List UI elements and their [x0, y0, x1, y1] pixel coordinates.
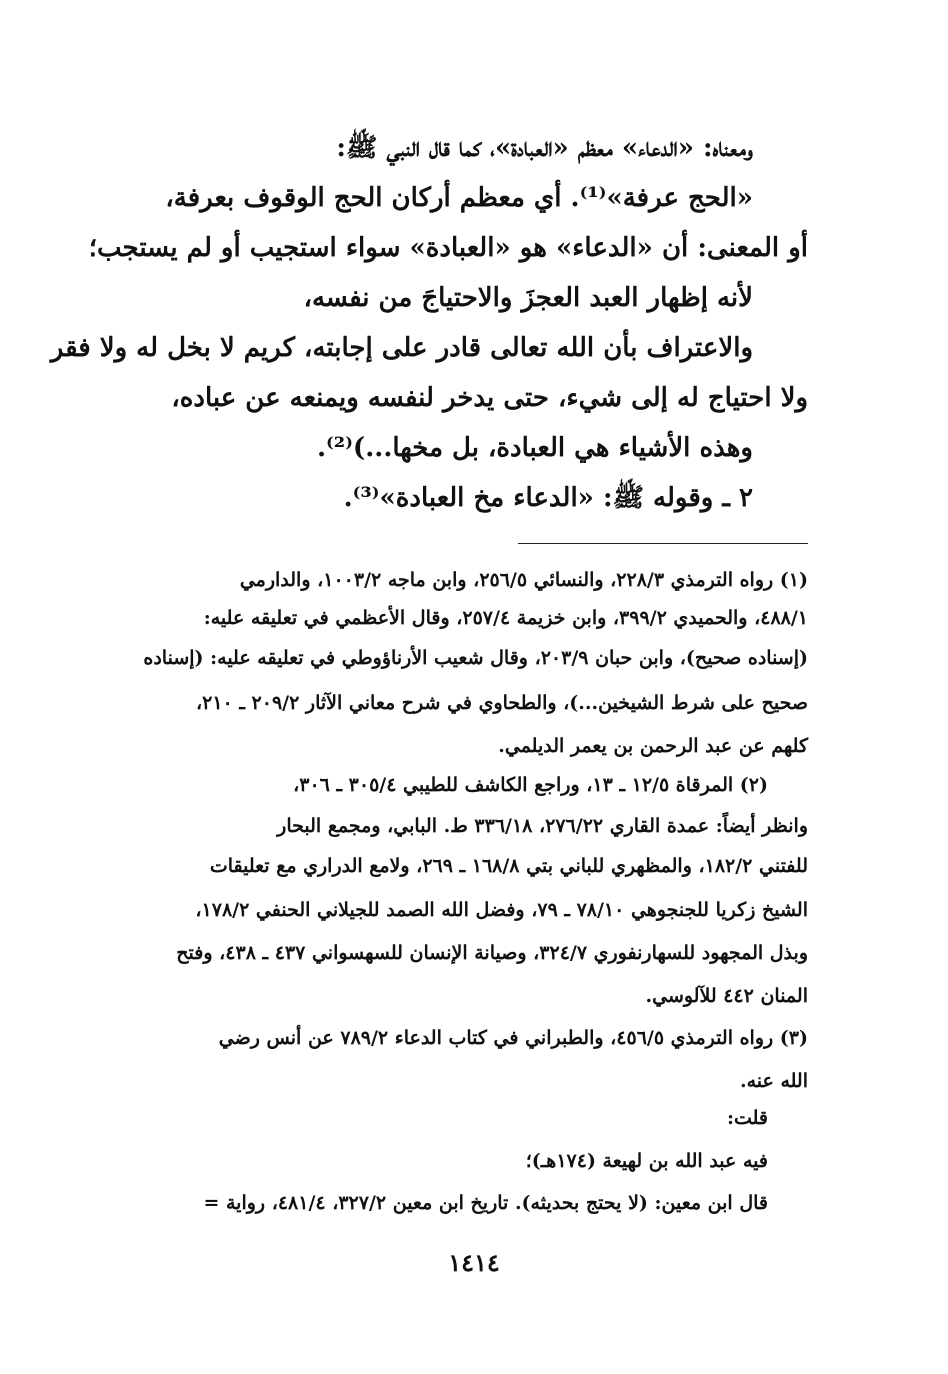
main-line: وهذه الأشياء هي العبادة، بل مخها...)⁽²⁾. [317, 433, 753, 463]
footnote-line: صحيح على شرط الشيخين...)، والطحاوي في شرح معاني الآثار ٢٠٩/٢ ـ ٢١٠، [195, 692, 808, 714]
footnote-line: قال ابن معين: (لا يحتج بحديثه). تاريخ ابن معين ٣٢٧/٢، ٤٨١/٤، رواية = [203, 1192, 768, 1214]
footnote-line: كلهم عن عبد الرحمن بن يعمر الديلمي. [498, 735, 808, 757]
main-line: لأنه إظهار العبد العجزَ والاحتياجَ من نفسه، [303, 283, 753, 313]
footnote-line: (٣) رواه الترمذي ٤٥٦/٥، والطبراني في كتاب الدعاء ٧٨٩/٢ عن أنس رضي [218, 1027, 808, 1049]
footnote-line: للفتني ١٨٢/٢، والمظهري للباني بتي ١٦٨/٨ ـ ٢٦٩، ولامع الدراري مع تعليقات [209, 855, 808, 877]
footnote-line: (إسناده صحيح)، وابن حبان ٢٠٣/٩، وقال شعيب الأرناؤوطي في تعليقه عليه: (إسناده [143, 647, 808, 669]
footnote-line: الشيخ زكريا للجنجوهي ٧٨/١٠ ـ ٧٩، وفضل الله الصمد للجيلاني الحنفي ١٧٨/٢، [195, 899, 808, 921]
main-line: ولا احتياج له إلى شيء، حتى يدخر لنفسه ويمنعه عن عباده، [171, 383, 808, 413]
page-number: ١٤١٤ [448, 1248, 500, 1277]
main-line: أو المعنى: أن «الدعاء» هو «العبادة» سواء استجيب أو لم يستجب؛ [88, 233, 808, 263]
footnote-line: وانظر أيضاً: عمدة القاري ٢٧٦/٢٢، ٣٣٦/١٨ ط. البابي، ومجمع البحار [277, 815, 808, 837]
footnote-line: وبذل المجهود للسهارنفوري ٣٢٤/٧، وصيانة الإنسان للسهسواني ٤٣٧ ـ ٤٣٨، وفتح [176, 942, 808, 964]
main-line: ومعناه: «الدعاء» معظم «العبادة»، كما قال النبي ﷺ: [336, 133, 753, 163]
main-line: «الحج عرفة»⁽¹⁾. أي معظم أركان الحج الوقوف بعرفة، [165, 183, 753, 213]
footnote-separator [518, 543, 808, 544]
footnote-line: ٤٨٨/١، والحميدي ٣٩٩/٢، وابن خزيمة ٢٥٧/٤، وقال الأعظمي في تعليقه عليه: [203, 607, 808, 629]
footnote-line: (٢) المرقاة ١٢/٥ ـ ١٣، وراجع الكاشف للطيبي ٣٠٥/٤ ـ ٣٠٦، [293, 774, 768, 796]
footnote-line: (١) رواه الترمذي ٢٢٨/٣، والنسائي ٢٥٦/٥، وابن ماجه ١٠٠٣/٢، والدارمي [239, 569, 808, 591]
main-line: ٢ ـ وقوله ﷺ: «الدعاء مخ العبادة»⁽³⁾. [343, 483, 753, 513]
footnote-line: الله عنه. [739, 1070, 808, 1092]
footnote-line: فيه عبد الله بن لهيعة (١٧٤هـ)؛ [525, 1150, 768, 1172]
main-line: والاعتراف بأن الله تعالى قادر على إجابته، كريم لا بخل له ولا فقر [50, 333, 753, 363]
footnote-line: قلت: [726, 1107, 768, 1129]
footnote-line: المنان ٤٤٢ للآلوسي. [645, 985, 808, 1007]
